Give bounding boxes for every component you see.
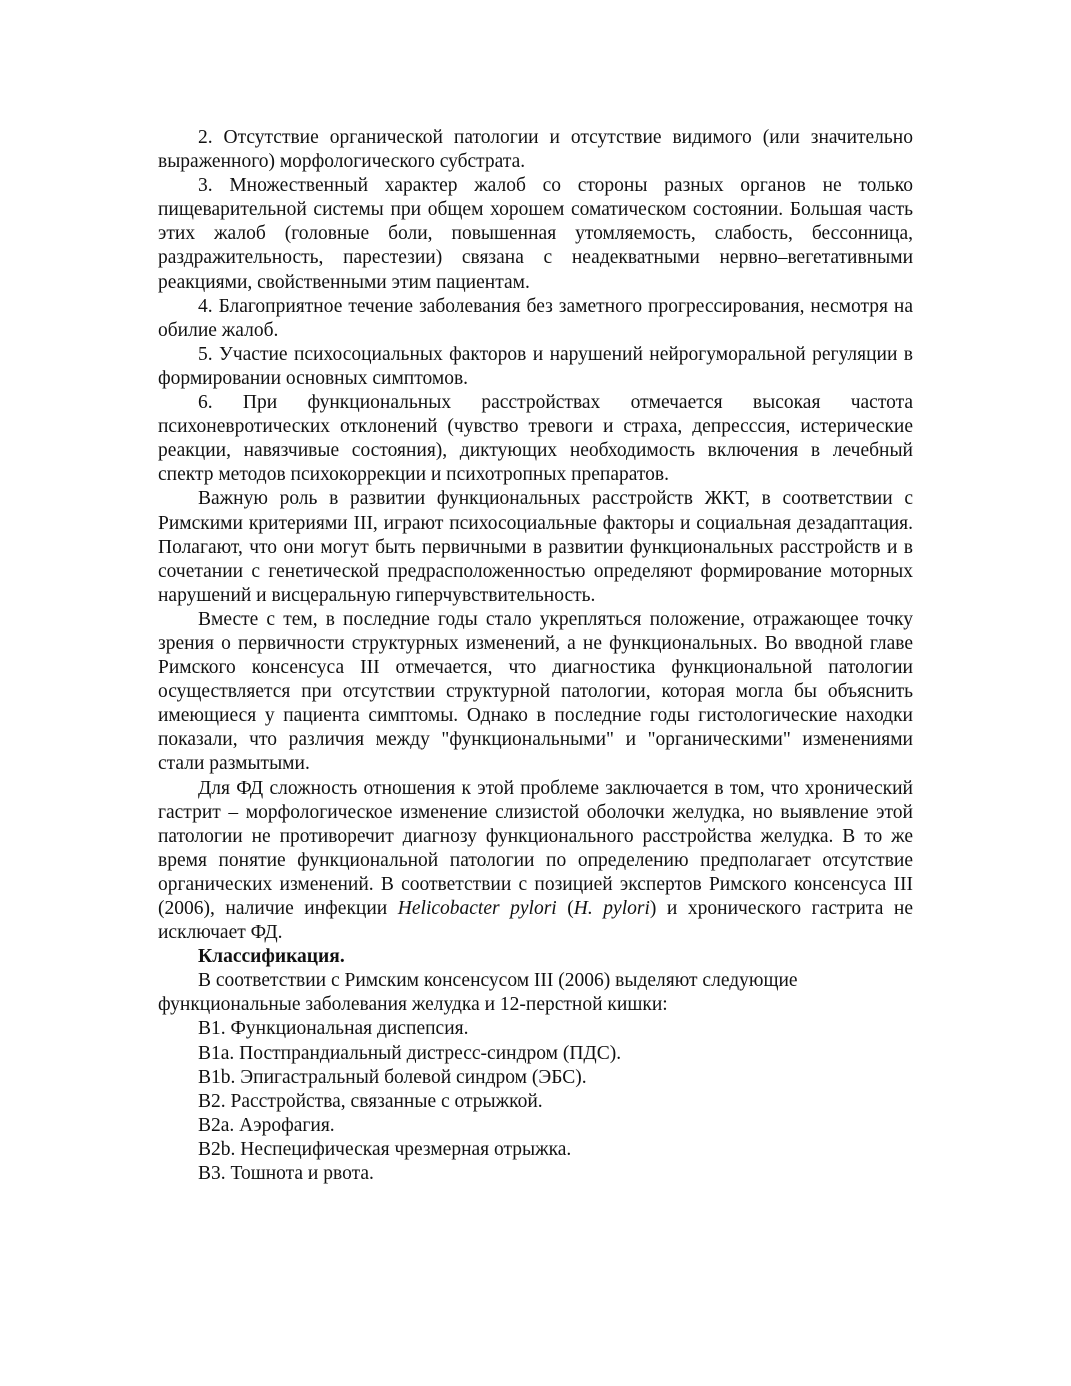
paragraph-item-3: 3. Множественный характер жалоб со стороны разных органов не только пищеварительной системы при общем хорошем соматическом состоянии. Большая часть этих жалоб (головные боли, повышенная утомляемость, слабость, бессонница, раздражительность, парестезии) связана с неадекватными нервно–вегетативными реакциями, свойственными этим пациентам. bbox=[158, 175, 913, 293]
classification-item-b2a: B2a. Аэрофагия. bbox=[198, 1114, 335, 1136]
classification-item-b1a: B1a. Постпрандиальный дистресс-синдром (ПДС). bbox=[198, 1042, 622, 1064]
paragraph-fd-text-2: ( bbox=[556, 898, 574, 919]
classification-item-b1: B1. Функциональная диспепсия. bbox=[198, 1018, 469, 1040]
classification-item-b2b: B2b. Неспецифическая чрезмерная отрыжка. bbox=[198, 1138, 572, 1160]
paragraph-item-6: 6. При функциональных расстройствах отмечается высокая частота психоневротических отклонений (чувство тревоги и страха, депресссия, истерические реакции, навязчивые состояния), диктующих необходимость включения в лечебный спектр методов психокоррекции и психотропных препаратов. bbox=[158, 392, 913, 486]
paragraph-item-4: 4. Благоприятное течение заболевания без заметного прогрессирования, несмотря на обилие жалоб. bbox=[158, 295, 913, 341]
paragraph-item-5: 5. Участие психосоциальных факторов и нарушений нейрогуморальной регуляции в формировании основных симптомов. bbox=[158, 343, 913, 389]
classification-item-b2: B2. Расстройства, связанные с отрыжкой. bbox=[198, 1090, 543, 1112]
classification-item-b1b: B1b. Эпигастральный болевой синдром (ЭБС). bbox=[198, 1066, 587, 1088]
paragraph-fd-gastritis bbox=[158, 777, 913, 946]
document-page bbox=[158, 126, 913, 1186]
paragraph-fd-text-3: ) и хронического гастрита не исключает ФД. bbox=[158, 898, 913, 944]
paragraph-fd-text-1: Для ФД сложность отношения к этой проблеме заключается в том, что хронический гастрит – морфологическое изменение слизистой оболочки желудка, но выявление этой патологии не противоречит диагнозу функционального расстройства желудка. В то же время понятие функциональной патологии по определению предполагает отсутствие органических изменений. В соответствии с позицией экспертов Римского консенсуса III (2006), наличие инфекции bbox=[158, 777, 913, 919]
classification-list bbox=[158, 1017, 913, 1186]
classification-item-b3: B3. Тошнота и рвота. bbox=[198, 1163, 374, 1185]
italic-helicobacter: Helicobacter pylori bbox=[397, 898, 557, 919]
italic-h-pylori: H. pylori bbox=[573, 898, 650, 919]
section-heading: Классификация. bbox=[198, 946, 345, 968]
paragraph-rome-criteria: Важную роль в развитии функциональных расстройств ЖКТ, в соответствии с Римскими критериями III, играют психосоциальные факторы и социальная дезадаптация. Полагают, что они могут быть первичными в развитии функциональных расстройств и в сочетании с генетической предрасположенностью определяют формирование моторных нарушений и висцеральную гиперчувствительность. bbox=[158, 488, 913, 606]
classification-intro: В соответствии с Римским консенсусом III (2006) выделяют следующие функциональные заболевания желудка и 12-перстной кишки: bbox=[158, 970, 798, 1016]
paragraph-structural-changes: Вместе с тем, в последние годы стало укрепляться положение, отражающее точку зрения о первичности структурных изменений, а не функциональных. Во вводной главе Римского консенсуса III отмечается, что диагностика функциональной патологии осуществляется при отсутствии структурной патологии, которая могла бы объяснить имеющиеся у пациента симптомы. Однако в последние годы гистологические находки показали, что различия между "функциональными" и "органическими" изменениями стали размытыми. bbox=[158, 608, 913, 775]
paragraph-item-2: 2. Отсутствие органической патологии и отсутствие видимого (или значительно выраженного) морфологического субстрата. bbox=[158, 127, 913, 173]
